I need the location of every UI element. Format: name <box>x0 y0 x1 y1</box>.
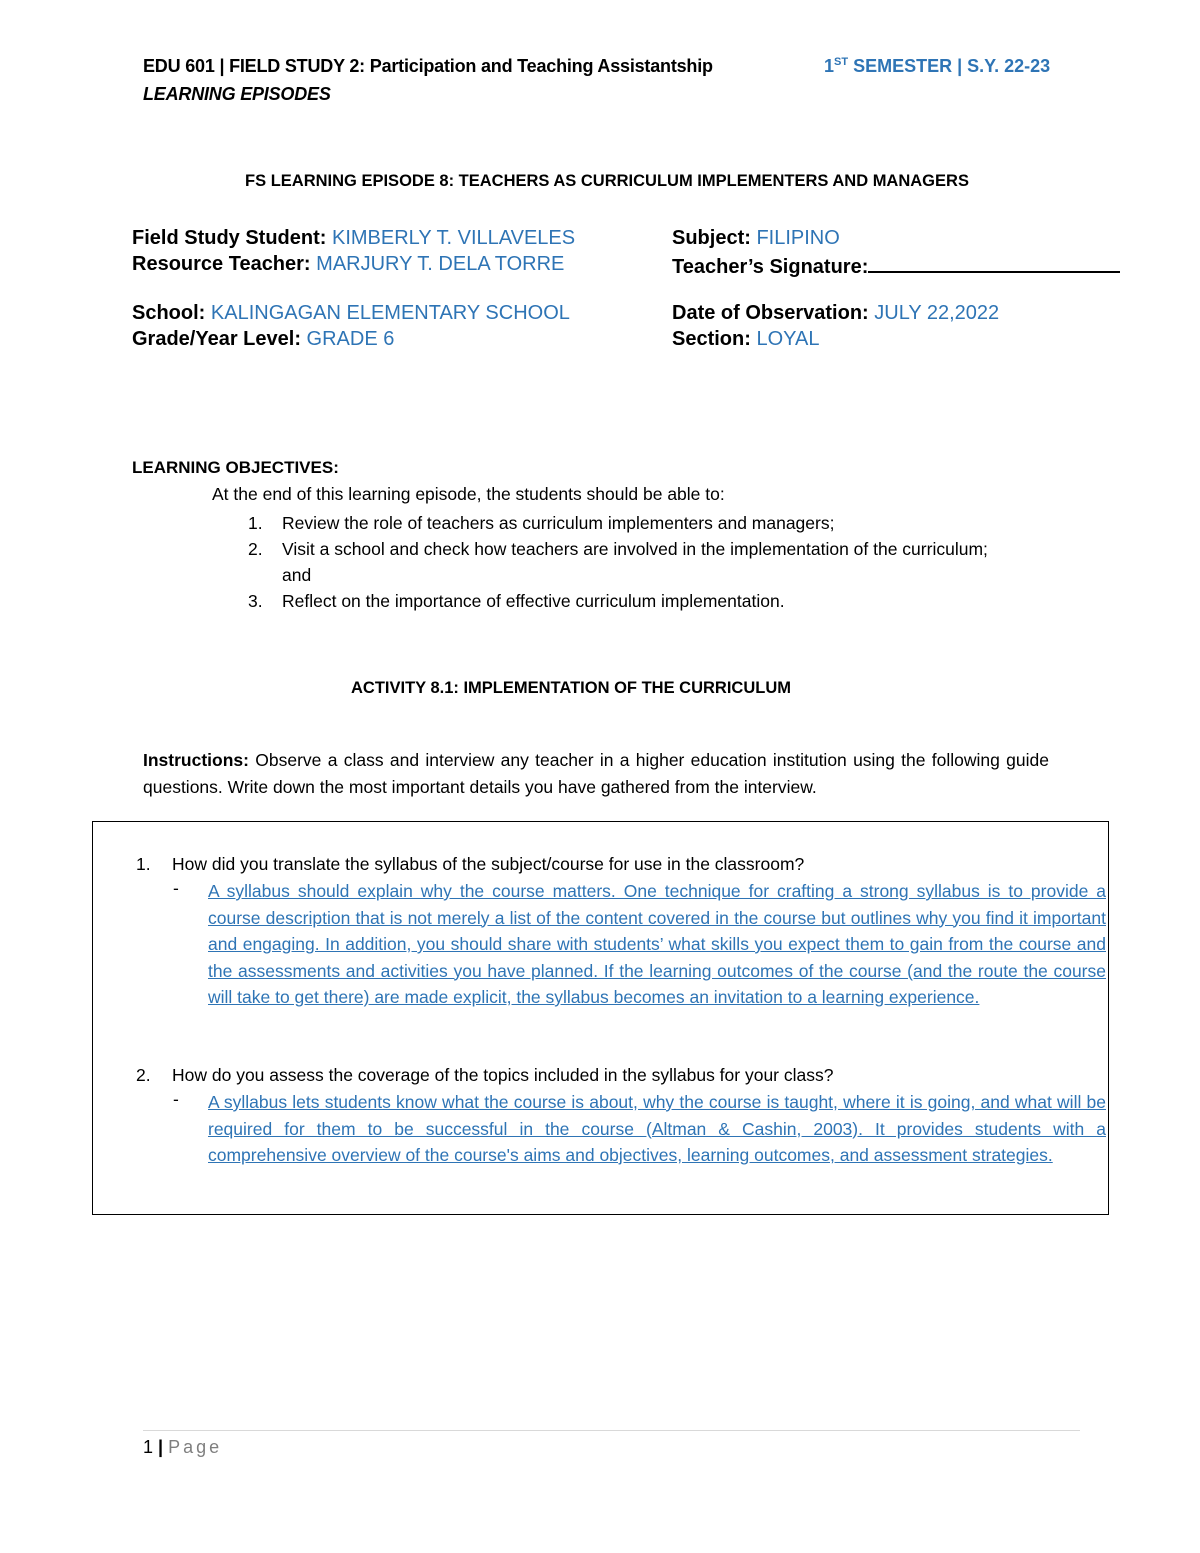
objectives-list <box>248 510 1008 614</box>
objectives-intro: At the end of this learning episode, the students should be able to: <box>212 484 725 504</box>
semester-number: 1 <box>824 56 835 76</box>
question-1 <box>136 851 1066 877</box>
section-field <box>672 328 819 351</box>
subject-value: FILIPINO <box>756 227 840 249</box>
footer-divider <box>143 1430 1080 1431</box>
question-text: How did you translate the syllabus of the subject/course for use in the classroom? <box>172 854 805 874</box>
school-label: School: <box>132 302 211 324</box>
date-label: Date of Observation: <box>672 302 875 324</box>
student-field <box>132 227 575 250</box>
objective-item <box>248 588 1008 614</box>
semester-superscript: ST <box>834 56 849 68</box>
answer-2: A syllabus lets students know what the course is about, why the course is taught, where it is going, and what will be required for them to be successful in the course (Altman & Cashin, 2003). It provides students with a comprehensive overview of the course's aims and objectives, learning outcomes, and assessment strategies. <box>208 1092 1106 1165</box>
signature-field <box>672 253 1120 279</box>
objective-number: 2. <box>248 539 263 559</box>
question-number: 2. <box>136 1065 151 1085</box>
grade-field <box>132 328 394 351</box>
school-value: KALINGAGAN ELEMENTARY SCHOOL <box>210 302 570 324</box>
answer-1: A syllabus should explain why the course matters. One technique for crafting a strong syllabus is to provide a course description that is not merely a list of the content covered in the course but outlines why you find it important and engaging. In addition, you should share with students’ what skills you expect them to gain from the course and the assessments and activities you have planned. If the learning outcomes of the course (and the route the course will take to get there) are made explicit, the syllabus becomes an invitation to a learning experience. <box>208 881 1106 1007</box>
subject-field <box>672 227 840 250</box>
page-label: Page <box>168 1437 223 1457</box>
student-label: Field Study Student: <box>132 227 332 249</box>
objective-number: 3. <box>248 591 263 611</box>
subject-label: Subject: <box>672 227 757 249</box>
instructions-label: Instructions: <box>143 750 249 770</box>
objectives-title: LEARNING OBJECTIVES: <box>132 458 339 477</box>
answer-dash: - <box>173 1089 179 1109</box>
page-separator: | <box>153 1437 169 1457</box>
objective-number: 1. <box>248 513 263 533</box>
objective-item <box>248 536 1008 588</box>
question-text: How do you assess the coverage of the topics included in the syllabus for your class? <box>172 1065 834 1085</box>
instructions-text: Observe a class and interview any teacher in a higher education institution using the following guide questions. Write down the most important details you have gathered from the interview. <box>143 750 1049 797</box>
activity-instructions <box>143 747 1049 801</box>
header-course: EDU 601 | FIELD STUDY 2: Participation and Teaching Assistantship <box>143 56 713 76</box>
page-number: 1 <box>143 1437 154 1457</box>
header-semester <box>824 56 1050 77</box>
signature-line <box>868 253 1120 273</box>
semester-rest: SEMESTER | S.Y. 22-23 <box>848 56 1051 76</box>
teacher-label: Resource Teacher: <box>132 253 317 275</box>
activity-title: ACTIVITY 8.1: IMPLEMENTATION OF THE CURRICULUM <box>351 679 791 697</box>
objective-text: Reflect on the importance of effective curriculum implementation. <box>282 591 785 611</box>
date-value: JULY 22,2022 <box>874 302 1000 324</box>
objective-item <box>248 510 1008 536</box>
question-box <box>92 821 1109 1215</box>
grade-label: Grade/Year Level: <box>132 328 307 350</box>
school-field <box>132 302 570 325</box>
teacher-value: MARJURY T. DELA TORRE <box>316 253 565 275</box>
episode-title: FS LEARNING EPISODE 8: TEACHERS AS CURRICULUM IMPLEMENTERS AND MANAGERS <box>245 172 969 190</box>
section-value: LOYAL <box>756 328 820 350</box>
date-field <box>672 302 999 325</box>
question-number: 1. <box>136 854 151 874</box>
section-label: Section: <box>672 328 757 350</box>
header-subtitle: LEARNING EPISODES <box>143 84 331 104</box>
answer-dash: - <box>173 878 179 898</box>
page-footer <box>143 1437 222 1458</box>
grade-value: GRADE 6 <box>306 328 395 350</box>
teacher-field <box>132 253 564 276</box>
objective-text: Visit a school and check how teachers are involved in the implementation of the curriculum; and <box>282 539 988 585</box>
objective-text: Review the role of teachers as curriculum implementers and managers; <box>282 513 835 533</box>
student-value: KIMBERLY T. VILLAVELES <box>332 227 576 249</box>
question-2 <box>136 1062 1066 1088</box>
signature-label: Teacher’s Signature: <box>672 256 869 278</box>
